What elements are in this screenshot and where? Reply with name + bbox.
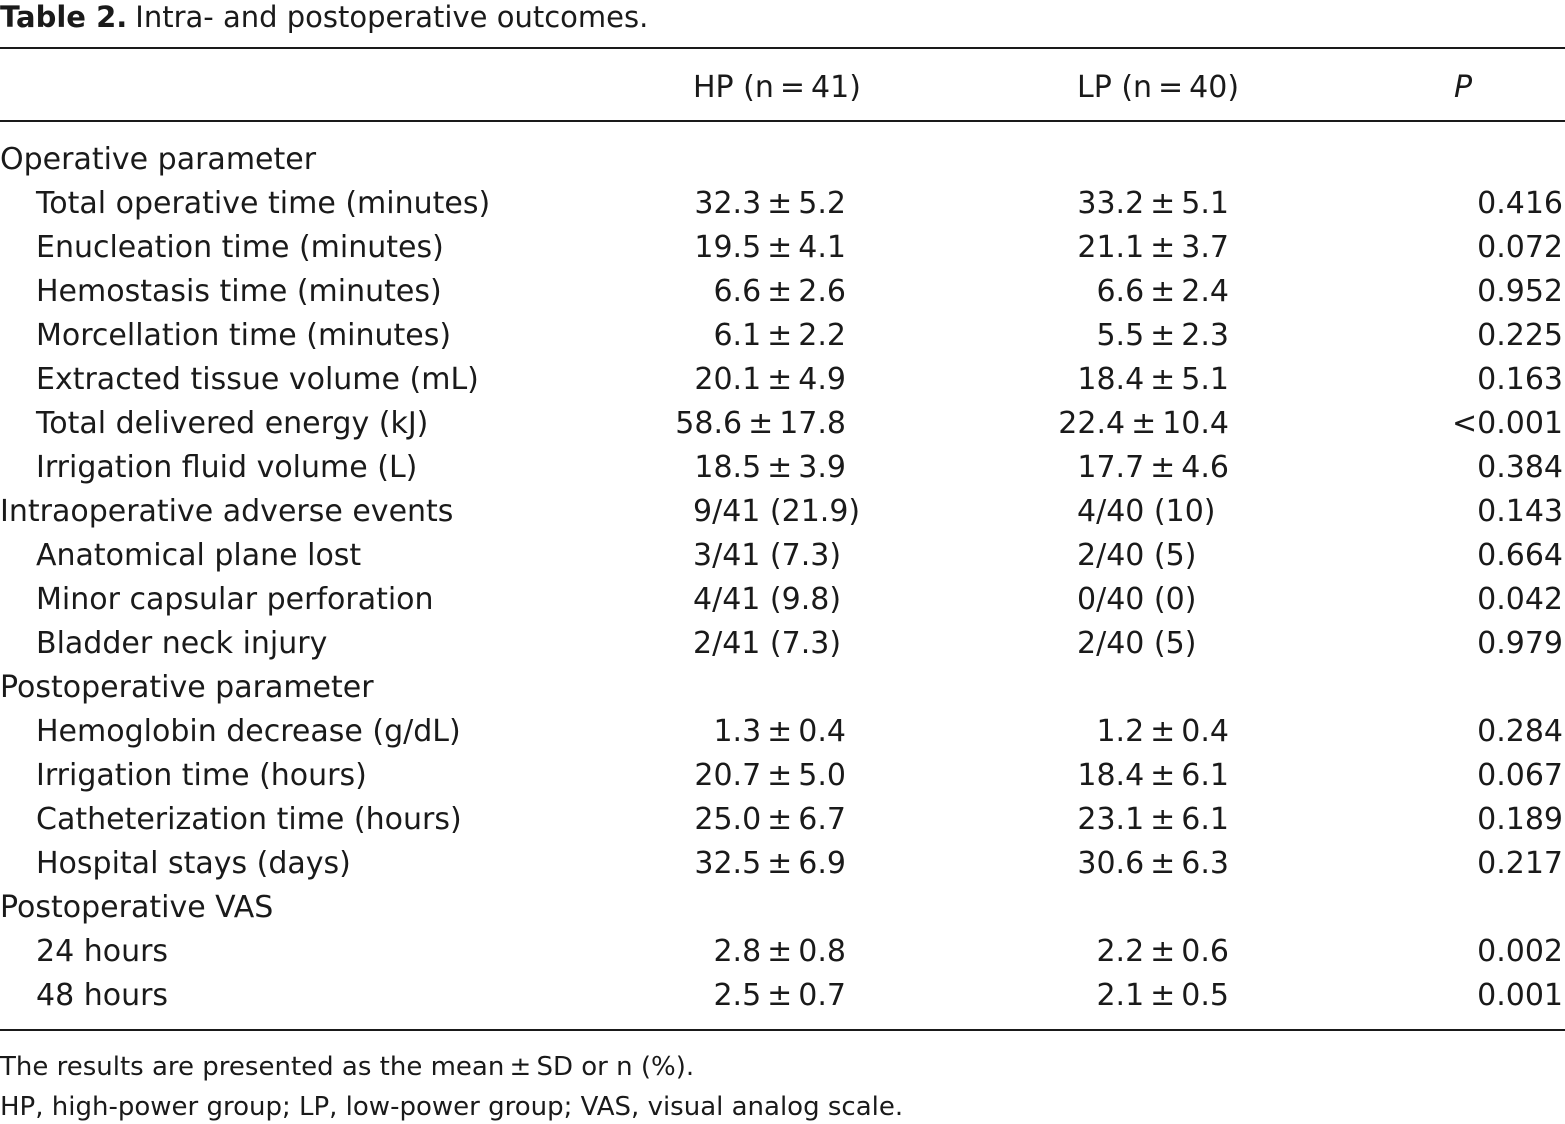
table-row	[0, 842, 1565, 886]
p-value: 0.001	[1477, 978, 1563, 1013]
hp-value: 18.5 ± 3.9	[694, 450, 846, 485]
p-value: 0.067	[1477, 758, 1563, 793]
hp-value: 19.5 ± 4.1	[694, 230, 846, 265]
hp-value: 25.0 ± 6.7	[694, 802, 846, 837]
row-label: Morcellation time (minutes)	[36, 318, 452, 353]
lp-value: 18.4 ± 5.1	[1077, 362, 1229, 397]
table-row	[0, 798, 1565, 842]
table-row	[0, 446, 1565, 490]
column-header-hp: HP (n = 41)	[693, 70, 861, 105]
row-label: 24 hours	[36, 934, 169, 969]
table-row	[0, 534, 1565, 578]
hp-value: 2.5 ± 0.7	[713, 978, 846, 1013]
p-value: 0.979	[1477, 626, 1563, 661]
hp-value: 20.7 ± 5.0	[694, 758, 846, 793]
row-label: Irrigation time (hours)	[36, 758, 367, 793]
p-value: 0.189	[1477, 802, 1563, 837]
p-value: 0.217	[1477, 846, 1563, 881]
lp-value: 2.1 ± 0.5	[1096, 978, 1229, 1013]
row-label: Operative parameter	[0, 142, 317, 177]
p-value: 0.072	[1477, 230, 1563, 265]
hp-value: 32.5 ± 6.9	[694, 846, 846, 881]
lp-value: 18.4 ± 6.1	[1077, 758, 1229, 793]
table-row	[0, 930, 1565, 974]
lp-value: 33.2 ± 5.1	[1077, 186, 1229, 221]
hp-value: 9/41 (21.9)	[693, 494, 861, 529]
row-label: Minor capsular perforation	[36, 582, 434, 617]
row-label: Catheterization time (hours)	[36, 802, 462, 837]
lp-value: 2/40 (5)	[1077, 626, 1197, 661]
row-label: Hospital stays (days)	[36, 846, 351, 881]
p-value: 0.225	[1477, 318, 1563, 353]
table-caption	[0, 0, 648, 40]
table-row	[0, 622, 1565, 666]
lp-value: 17.7 ± 4.6	[1077, 450, 1229, 485]
hp-value: 4/41 (9.8)	[693, 582, 842, 617]
lp-value: 21.1 ± 3.7	[1077, 230, 1229, 265]
table-caption-text: Intra- and postoperative outcomes.	[135, 0, 649, 34]
p-value: 0.952	[1477, 274, 1563, 309]
p-value: 0.384	[1477, 450, 1563, 485]
footnote-1: The results are presented as the mean ± SD or n (%).	[0, 1052, 695, 1082]
lp-value: 6.6 ± 2.4	[1096, 274, 1229, 309]
column-header-lp: LP (n = 40)	[1077, 70, 1240, 105]
header-rule	[0, 120, 1565, 122]
footnote-2: HP, high-power group; LP, low-power group; VAS, visual analog scale.	[0, 1092, 904, 1122]
table-row	[0, 710, 1565, 754]
row-label: Postoperative VAS	[0, 890, 274, 925]
table-row	[0, 754, 1565, 798]
lp-value: 23.1 ± 6.1	[1077, 802, 1229, 837]
lp-value: 0/40 (0)	[1077, 582, 1197, 617]
table-row	[0, 270, 1565, 314]
section-row	[0, 886, 1565, 930]
bottom-rule	[0, 1029, 1565, 1031]
row-label: Intraoperative adverse events	[0, 494, 454, 529]
p-value: <0.001	[1451, 406, 1563, 441]
hp-value: 2.8 ± 0.8	[713, 934, 846, 969]
lp-value: 2/40 (5)	[1077, 538, 1197, 573]
row-label: Total delivered energy (kJ)	[36, 406, 429, 441]
table-row	[0, 974, 1565, 1018]
row-label: Extracted tissue volume (mL)	[36, 362, 479, 397]
table-row	[0, 402, 1565, 446]
p-value: 0.284	[1477, 714, 1563, 749]
hp-value: 58.6 ± 17.8	[675, 406, 846, 441]
lp-value: 1.2 ± 0.4	[1096, 714, 1229, 749]
lp-value: 5.5 ± 2.3	[1096, 318, 1229, 353]
table-row	[0, 314, 1565, 358]
p-value: 0.042	[1477, 582, 1563, 617]
table-row	[0, 490, 1565, 534]
p-value: 0.163	[1477, 362, 1563, 397]
top-rule	[0, 47, 1565, 49]
hp-value: 3/41 (7.3)	[693, 538, 842, 573]
lp-value: 22.4 ± 10.4	[1058, 406, 1229, 441]
section-row	[0, 138, 1565, 182]
row-label: Anatomical plane lost	[36, 538, 362, 573]
hp-value: 2/41 (7.3)	[693, 626, 842, 661]
row-label: Enucleation time (minutes)	[36, 230, 444, 265]
row-label: Hemoglobin decrease (g/dL)	[36, 714, 461, 749]
section-row	[0, 666, 1565, 710]
row-label: Total operative time (minutes)	[36, 186, 491, 221]
row-label: Postoperative parameter	[0, 670, 374, 705]
table-body	[0, 138, 1565, 1018]
p-value: 0.416	[1477, 186, 1563, 221]
hp-value: 6.1 ± 2.2	[713, 318, 846, 353]
hp-value: 32.3 ± 5.2	[694, 186, 846, 221]
table-row	[0, 578, 1565, 622]
p-value: 0.143	[1477, 494, 1563, 529]
table-row	[0, 182, 1565, 226]
row-label: Bladder neck injury	[36, 626, 328, 661]
hp-value: 20.1 ± 4.9	[694, 362, 846, 397]
table-caption-label: Table 2.	[0, 0, 128, 34]
row-label: 48 hours	[36, 978, 169, 1013]
lp-value: 2.2 ± 0.6	[1096, 934, 1229, 969]
lp-value: 4/40 (10)	[1077, 494, 1216, 529]
row-label: Hemostasis time (minutes)	[36, 274, 442, 309]
p-value: 0.664	[1477, 538, 1563, 573]
column-header-p: P	[1454, 70, 1473, 105]
hp-value: 6.6 ± 2.6	[713, 274, 846, 309]
hp-value: 1.3 ± 0.4	[713, 714, 846, 749]
lp-value: 30.6 ± 6.3	[1077, 846, 1229, 881]
table-row	[0, 358, 1565, 402]
row-label: Irrigation fluid volume (L)	[36, 450, 418, 485]
table-row	[0, 226, 1565, 270]
p-value: 0.002	[1477, 934, 1563, 969]
